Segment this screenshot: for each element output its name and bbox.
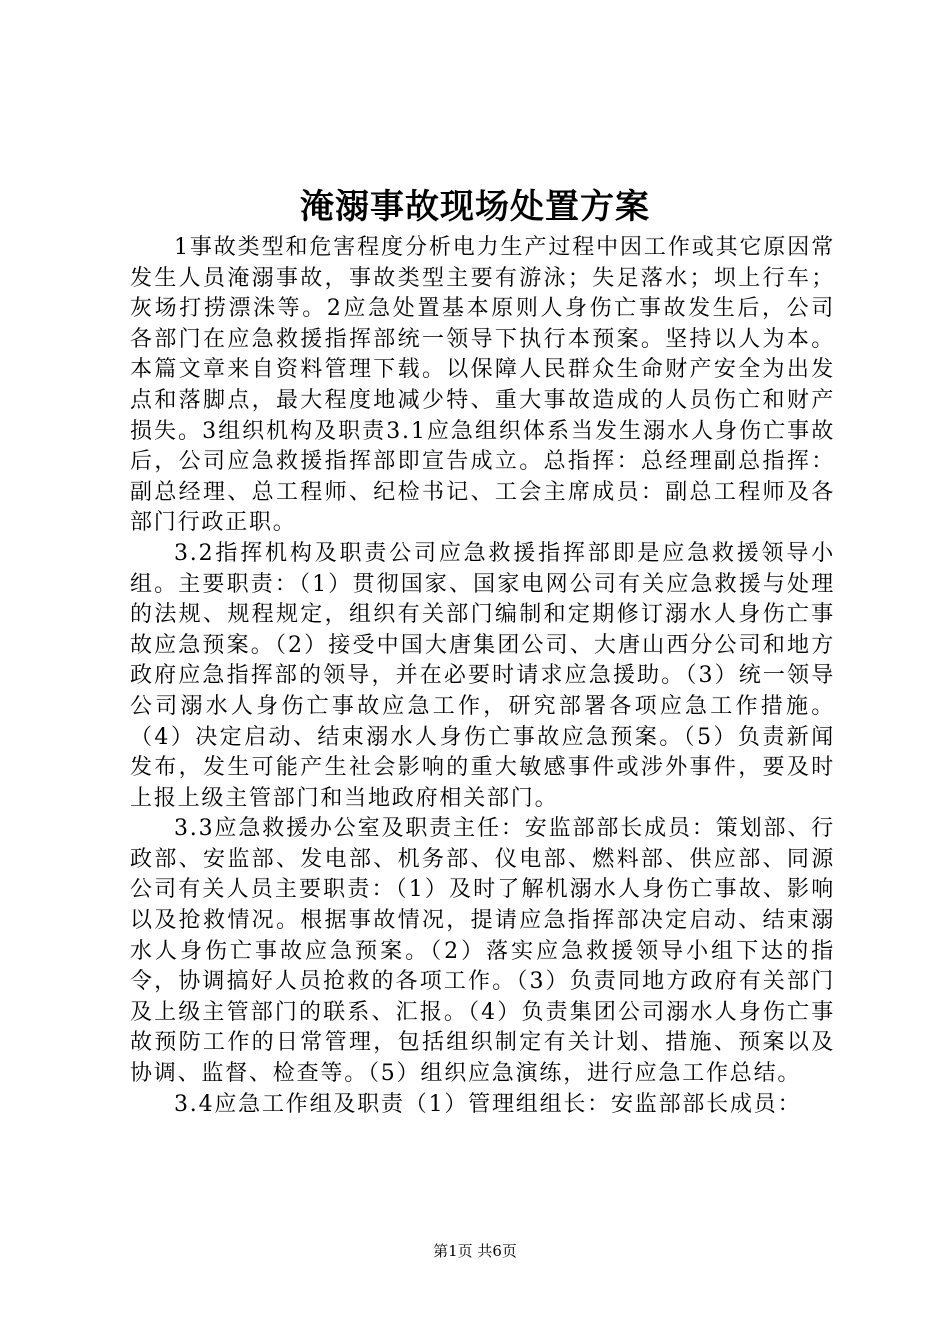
- paragraph-1: 1事故类型和危害程度分析电力生产过程中因工作或其它原因常发生人员淹溺事故，事故类型主要有游泳；失足落水；坝上行车；灰场打捞漂洙等。2应急处置基本原则人身伤亡事故发生后，公司各部门在应急救援指挥部统一领导下执行本预案。坚持以人为本。本篇文章来自资料管理下载。以保障人民群众生命财产安全为出发点和落脚点，最大程度地减少特、重大事故造成的人员伤亡和财产损失。3组织机构及职责3.1应急组织体系当发生溺水人身伤亡事故后，公司应急救援指挥部即宣告成立。总指挥：总经理副总指挥：副总经理、总工程师、纪检书记、工会主席成员：副总工程师及各部门行政正职。: [130, 235, 835, 536]
- paragraph-2: 3.2指挥机构及职责公司应急救援指挥部即是应急救援领导小组。主要职责：（1）贯彻国家、国家电网公司有关应急救援与处理的法规、规程规定，组织有关部门编制和定期修订溺水人身伤亡事故应急预案。（2）接受中国大唐集团公司、大唐山西分公司和地方政府应急指挥部的领导，并在必要时请求应急援助。（3）统一领导公司溺水人身伤亡事故应急工作，研究部署各项应急工作措施。（4）决定启动、结束溺水人身伤亡事故应急预案。（5）负责新闻发布，发生可能产生社会影响的重大敏感事件或涉外事件，要及时上报上级主管部门和当地政府相关部门。: [130, 540, 835, 811]
- paragraph-4: 3.4应急工作组及职责（1）管理组组长：安监部部长成员：: [174, 1091, 802, 1117]
- page-footer: 第1页 共6页: [433, 1242, 517, 1260]
- document-title: 淹溺事故现场处置方案: [300, 187, 650, 227]
- document-body: [130, 233, 835, 1120]
- paragraph-3: 3.3应急救援办公室及职责主任：安监部部长成员：策划部、行政部、安监部、发电部、机务部、仪电部、燃料部、供应部、同源公司有关人员主要职责：（1）及时了解机溺水人身伤亡事故、影响以及抢救情况。根据事故情况，提请应急指挥部决定启动、结束溺水人身伤亡事故应急预案。（2）落实应急救援领导小组下达的指令，协调搞好人员抢救的各项工作。（3）负责同地方政府有关部门及上级主管部门的联系、汇报。（4）负责集团公司溺水人身伤亡事故预防工作的日常管理，包括组织制定有关计划、措施、预案以及协调、监督、检查等。（5）组织应急演练，进行应急工作总结。: [130, 816, 835, 1087]
